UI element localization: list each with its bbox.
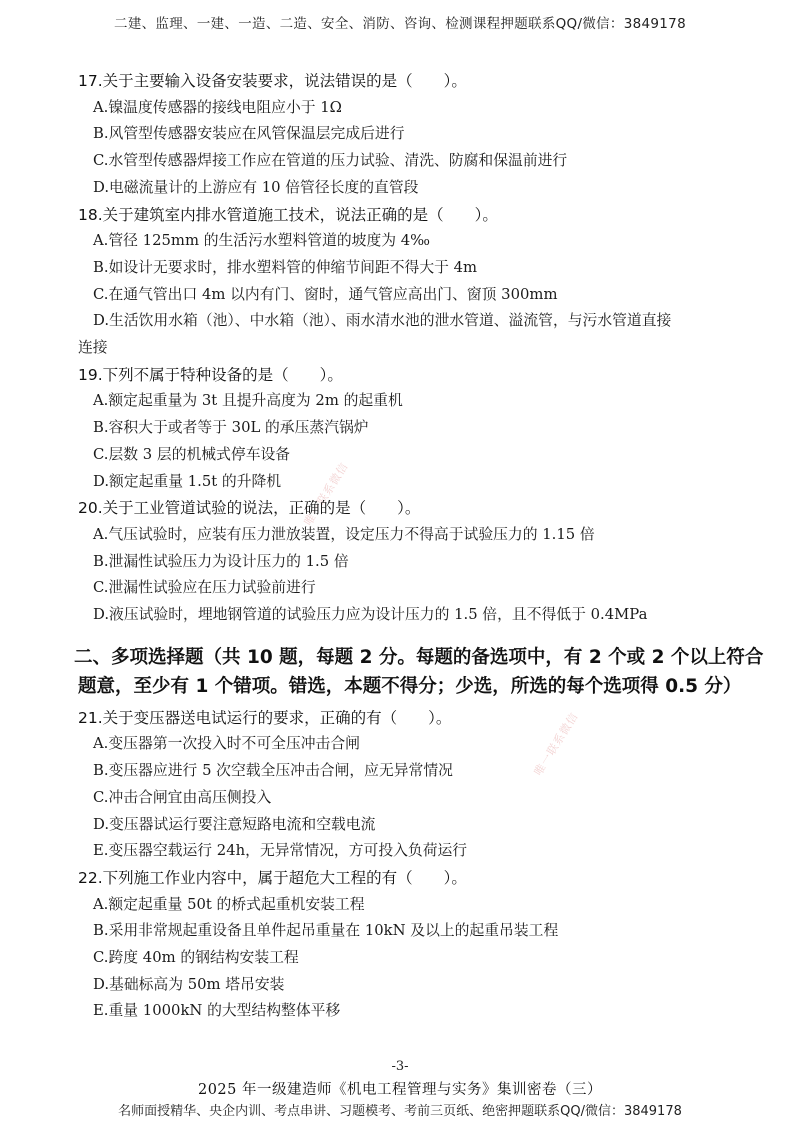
- option-b: B.风管型传感器安装应在风管保温层完成后进行: [93, 125, 405, 143]
- option-a: A.额定起重量 50t 的桥式起重机安装工程: [93, 895, 365, 913]
- question-title: 17.关于主要输入设备安装要求，说法错误的是（ ）。: [78, 72, 467, 90]
- option-c: C.在通气管出口 4m 以内有门、窗时，通气管应高出门、窗顶 300mm: [93, 285, 558, 303]
- option-d-continued: [78, 335, 768, 362]
- option-e: E.变压器空载运行 24h，无异常情况，方可投入负荷运行: [93, 842, 468, 860]
- option-a: A.变压器第一次投入时不可全压冲击合闸: [93, 735, 360, 753]
- option-a: A.额定起重量为 3t 且提升高度为 2m 的起重机: [93, 392, 403, 410]
- option-c: C.冲击合闸宜由高压侧投入: [93, 788, 272, 806]
- option-d: D.额定起重量 1.5t 的升降机: [93, 472, 282, 490]
- watermark: 唯一联系微信: [301, 460, 351, 528]
- section-heading-multiple-choice: [74, 643, 774, 701]
- option-c: C.跨度 40m 的钢结构安装工程: [93, 949, 299, 966]
- option-b: B.泄漏性试验压力为设计压力的 1.5 倍: [93, 552, 349, 570]
- section-heading-line1: 二、多项选择题（共 10 题，每题 2 分。每题的备选项中，有 2 个或 2 个以上符合: [74, 646, 764, 668]
- watermark: 唯一联系微信: [531, 710, 581, 778]
- option-b: B.变压器应进行 5 次空载全压冲击合闸，应无异常情况: [93, 762, 453, 780]
- option-c: C.水管型传感器焊接工作应在管道的压力试验、清洗、防腐和保温前进行: [93, 152, 568, 170]
- question-title: 18.关于建筑室内排水管道施工技术，说法正确的是（ ）。: [78, 205, 498, 224]
- question-title: 21.关于变压器送电试运行的要求，正确的有（ ）。: [78, 708, 452, 727]
- option-b: B.采用非常规起重设备且单件起吊重量在 10kN 及以上的起重吊装工程: [93, 922, 559, 940]
- option-b: B.容积大于或者等于 30L 的承压蒸汽锅炉: [93, 419, 369, 437]
- question-19: [78, 362, 768, 496]
- option-a: A.气压试验时，应装有压力泄放装置，设定压力不得高于试验压力的 1.15 倍: [93, 525, 595, 543]
- question-title: 19.下列不属于特种设备的是（ ）。: [78, 365, 343, 384]
- option-c: C.层数 3 层的机械式停车设备: [93, 445, 291, 463]
- option-a: A.管径 125mm 的生活污水塑料管道的坡度为 4‰: [93, 232, 431, 250]
- option-d-line1: D.生活饮用水箱（池）、中水箱（池）、雨水清水池的泄水管道、溢流管，与污水管道直接: [93, 312, 672, 330]
- header-promo: 二建、监理、一建、一造、二造、安全、消防、咨询、检测课程押题联系QQ/微信：3849178: [114, 16, 686, 32]
- option-d: D.基础标高为 50m 塔吊安装: [93, 975, 285, 993]
- question-title: 22.下列施工作业内容中，属于超危大工程的有（ ）。: [78, 868, 467, 887]
- option-d: D.变压器试运行要注意短路电流和空载电流: [93, 815, 376, 833]
- question-20: [78, 495, 768, 629]
- questions-content: [74, 68, 768, 1025]
- question-title: 20.关于工业管道试验的说法，正确的是（ ）。: [78, 499, 421, 518]
- section-heading-line2: 题意，至少有 1 个错项。错选，本题不得分；少选，所选的每个选项得 0.5 分）: [78, 675, 742, 697]
- page-number: -3-: [391, 1059, 409, 1074]
- question-17: [78, 68, 768, 202]
- option-a: A.镍温度传感器的接线电阻应小于 1Ω: [93, 98, 342, 116]
- option-d: D.液压试验时，埋地钢管道的试验压力应为设计压力的 1.5 倍，且不得低于 0.4MPa: [93, 606, 648, 623]
- option-d-line2: 连接: [78, 339, 108, 356]
- footer-contact: 名师面授精华、央企内训、考点串讲、习题模考、考前三页纸、绝密押题联系QQ/微信：3849178: [118, 1104, 682, 1119]
- option-d: [78, 308, 768, 335]
- footer-title: 2025 年一级建造师《机电工程管理与实务》集训密卷（三）: [197, 1082, 602, 1098]
- option-e: E.重量 1000kN 的大型结构整体平移: [93, 1002, 341, 1020]
- option-d: D.电磁流量计的上游应有 10 倍管径长度的直管段: [93, 178, 419, 196]
- question-18: [78, 202, 768, 362]
- option-c: C.泄漏性试验应在压力试验前进行: [93, 579, 316, 597]
- question-21: [78, 705, 768, 865]
- question-22: [78, 865, 768, 1025]
- option-b: B.如设计无要求时，排水塑料管的伸缩节间距不得大于 4m: [93, 258, 478, 276]
